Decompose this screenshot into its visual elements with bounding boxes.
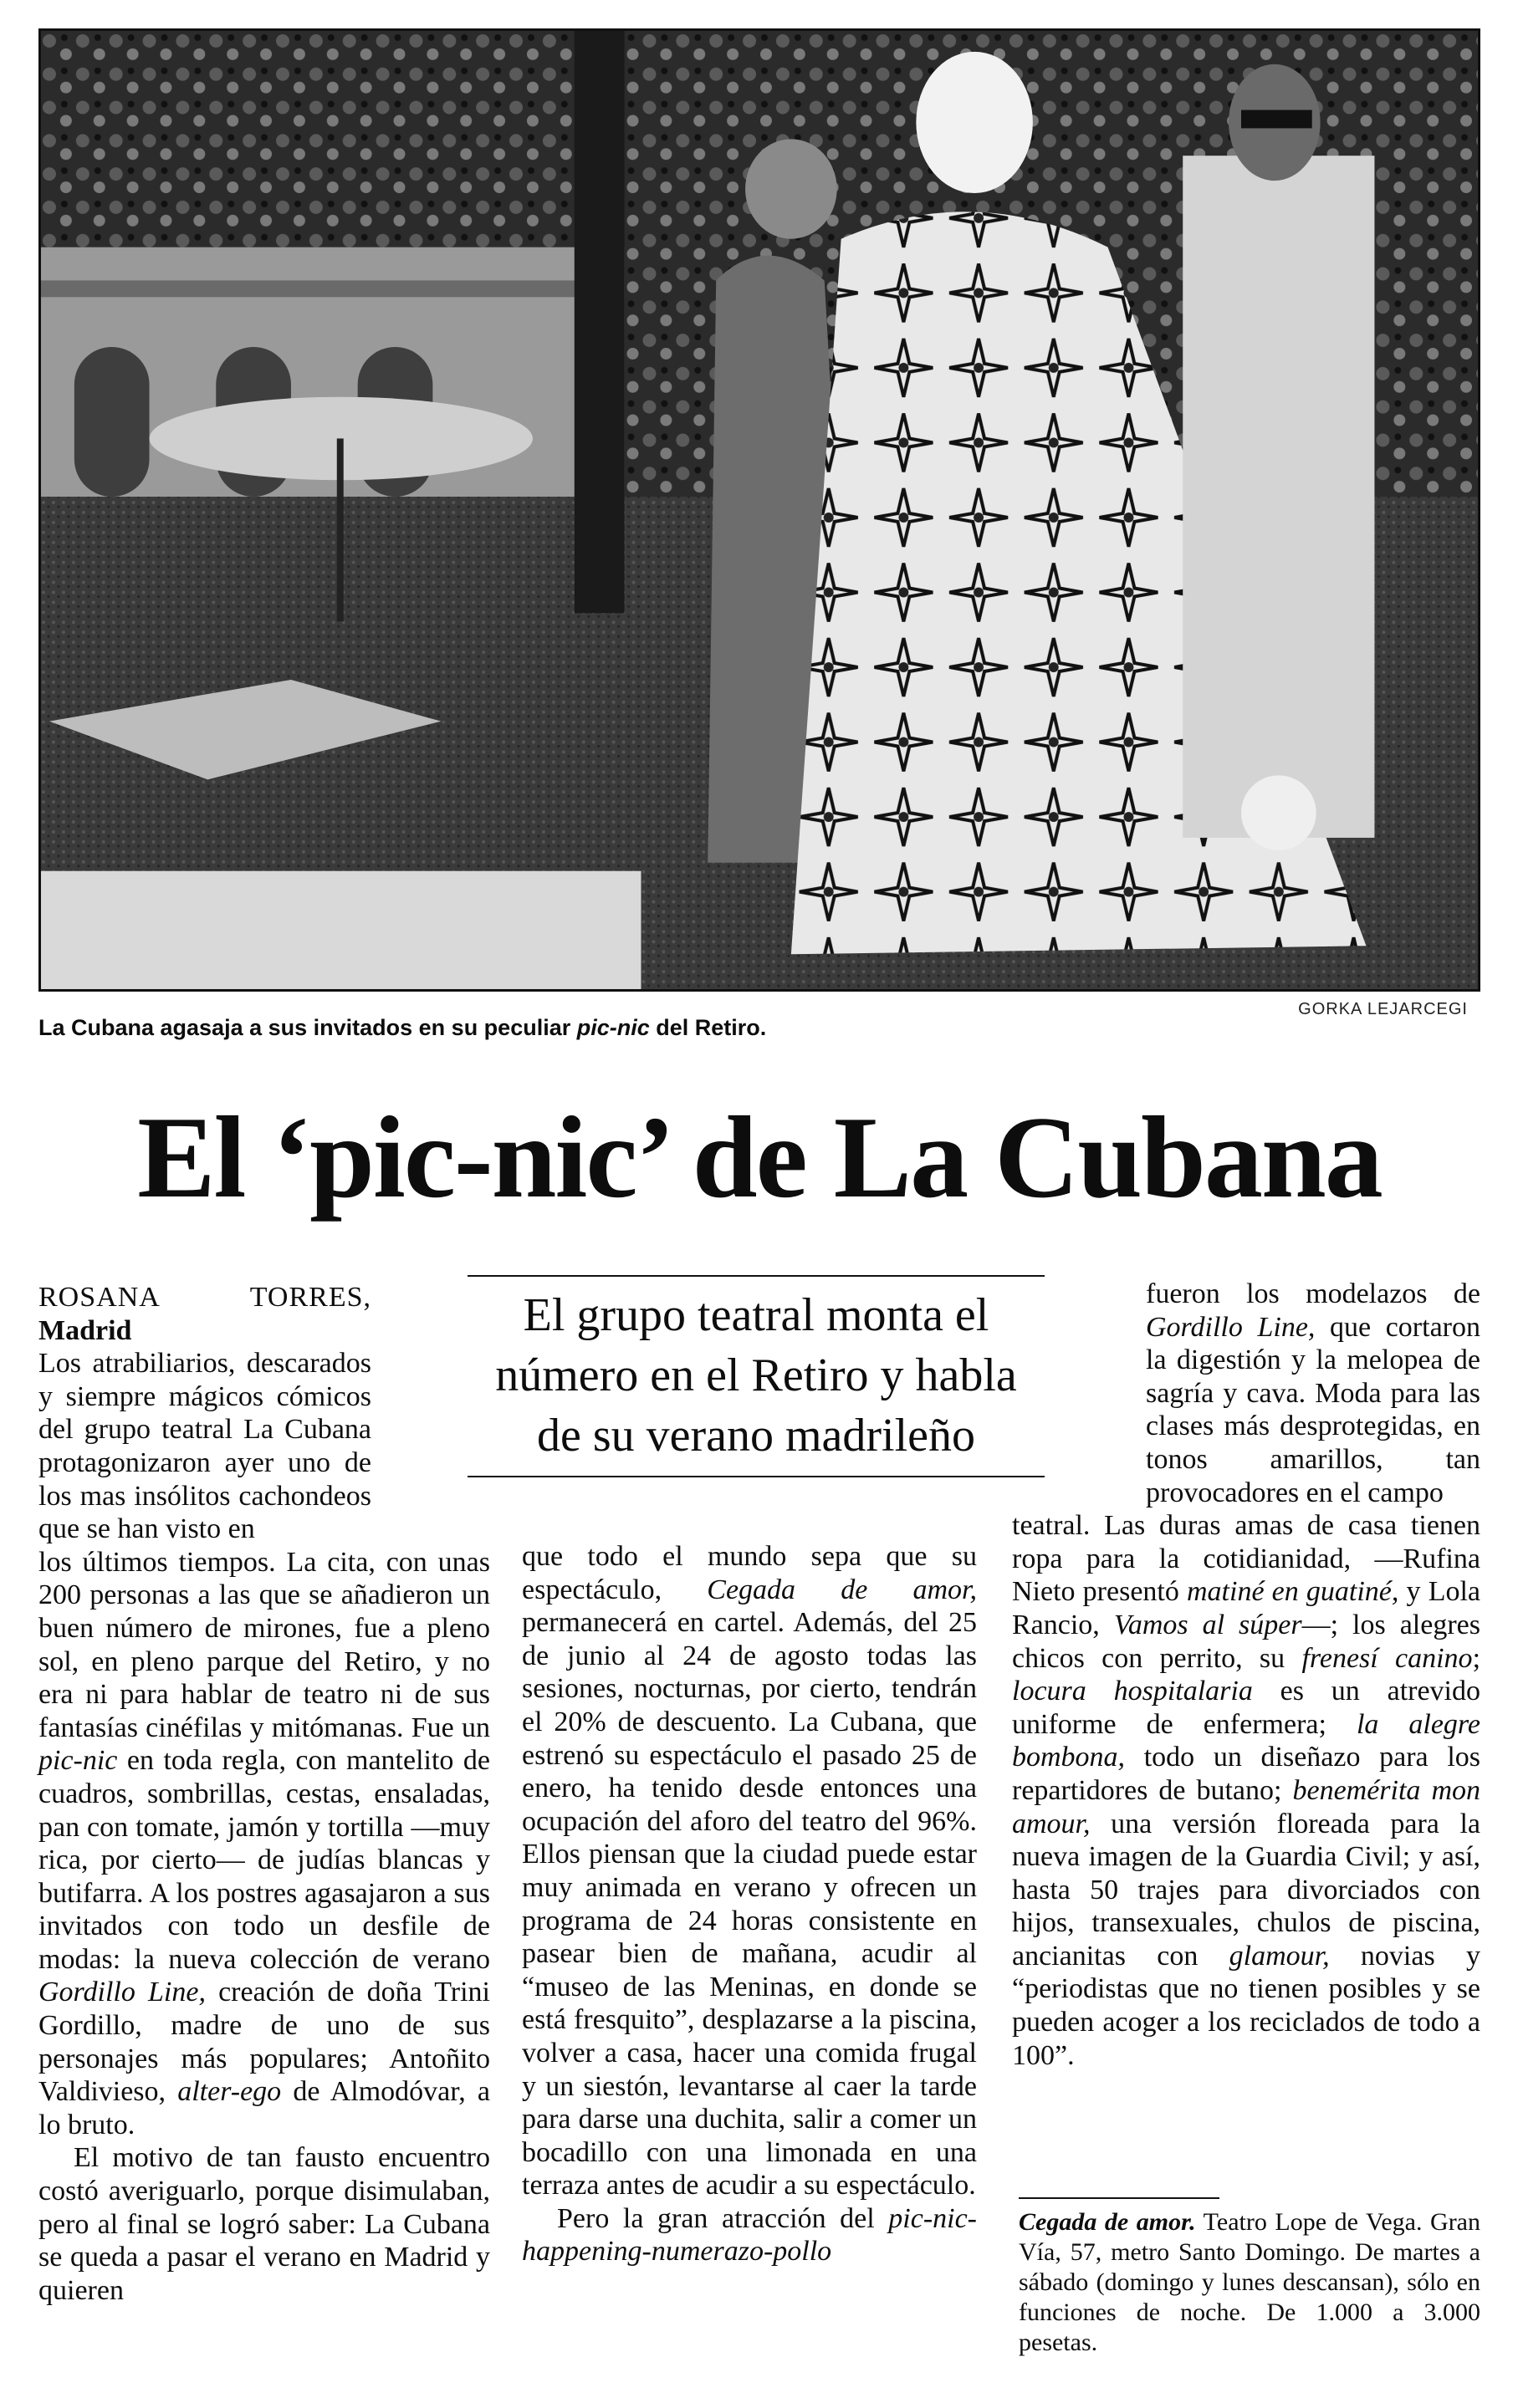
text-run: ; — [1472, 1642, 1481, 1674]
text-run: en toda regla, con mantelito de cuadros, sombrillas, cestas, ensaladas, pan con tomate, jamón y tortilla —muy rica, por cierto— de judías blancas y butifarra. A los postres agasajaron a sus invitados con todo un desfile de modas: la nueva colección de verano — [38, 1745, 490, 1975]
italic-run: glamour, — [1229, 1940, 1330, 1972]
text-run: teatral. Las duras amas de casa tienen ropa para la cotidianidad, —Rufina Nieto presentó — [1012, 1510, 1480, 1608]
italic-run: Vamos al súper — [1113, 1609, 1302, 1640]
paragraph — [38, 1546, 490, 2142]
text-run: todo un diseñazo para los repartidores de butano; — [1012, 1742, 1480, 1806]
text-run: que todo el mundo sepa que su espectáculo, — [522, 1541, 977, 1605]
text-run: novias y “periodistas que no tienen posibles y se pueden acoger a los reciclados de todo a 100”. — [1012, 1940, 1480, 2071]
italic-run: Gordillo Line, — [1146, 1311, 1316, 1343]
info-title: Cegada de amor. — [1019, 2208, 1196, 2236]
byline-author: ROSANA TORRES, — [38, 1282, 371, 1313]
paragraph — [522, 2202, 977, 2268]
caption-italic: pic-nic — [576, 1015, 650, 1040]
photo-credit: GORKA LEJARCEGI — [1298, 1000, 1468, 1018]
italic-run: la alegre bombona, — [1012, 1708, 1480, 1773]
paragraph — [1012, 1509, 1480, 2072]
article-column-2 — [522, 1540, 977, 2268]
caption-suffix: del Retiro. — [649, 1015, 767, 1040]
italic-run: benemérita mon amour, — [1012, 1774, 1480, 1839]
italic-run: Gordillo Line, — [38, 1977, 206, 2008]
photo-caption — [38, 1013, 766, 1042]
article-column-3 — [1012, 1278, 1480, 2072]
italic-run: pic-nic-happening-numerazo-pollo — [522, 2202, 977, 2268]
paragraph: El motivo de tan fausto encuentro costó averiguarlo, porque disimulaban, pero al final se logró saber: La Cubana se queda a pasar el verano en Madrid y quieren — [38, 2142, 490, 2306]
paragraph — [522, 1540, 977, 2202]
info-rule — [1019, 2197, 1219, 2199]
caption-text: La Cubana agasaja a sus invitados en su peculiar — [38, 1015, 577, 1040]
text-run: es un atrevido uniforme de enfermera; — [1012, 1676, 1480, 1740]
italic-run: alter-ego — [177, 2076, 282, 2108]
italic-run: matiné en guatiné, — [1187, 1576, 1399, 1608]
info-text: Teatro Lope de Vega. Gran Vía, 57, metro Santo Domingo. De martes a sábado (domingo y lunes descansan), sólo en funciones de noche. De 1.000 a 3.000 pesetas. — [1019, 2208, 1480, 2356]
text-run: Pero la gran atracción del — [557, 2202, 889, 2234]
italic-run: pic-nic — [38, 1745, 118, 1777]
byline-place: Madrid — [38, 1314, 132, 1346]
byline — [38, 1281, 371, 1347]
headline: El ‘pic-nic’ de La Cubana — [137, 1093, 1382, 1222]
lead-line-2: número en el Retiro y habla — [495, 1349, 1017, 1401]
info-box — [1019, 2197, 1480, 2358]
text-run: que cortaron la digestión y la melopea de sagría y cava. Moda para las clases más desprotegidas, en tonos amarillos, tan provocadores en el campo — [1146, 1311, 1480, 1508]
column-1-narrow — [38, 1281, 371, 1546]
lead-rule-bottom — [468, 1476, 1045, 1477]
text-run: creación de doña Trini Gordillo, madre de uno de sus personajes más populares; Antoñito Valdivieso, — [38, 1977, 490, 2108]
text-run: y Lola Rancio, — [1012, 1576, 1480, 1640]
text-run: fueron los modelazos de — [1146, 1278, 1480, 1309]
article-column-1 — [38, 1281, 490, 2307]
lead-quote — [447, 1275, 1066, 1477]
italic-run: locura hospitalaria — [1012, 1676, 1253, 1707]
news-photo — [38, 28, 1480, 992]
lead-line-1: El grupo teatral monta el — [523, 1289, 989, 1341]
text-run: —; los alegres chicos con perrito, su — [1012, 1609, 1480, 1674]
paragraph — [1146, 1278, 1480, 1509]
lead-rule-top — [468, 1275, 1045, 1277]
text-run: los últimos tiempos. La cita, con unas 200 personas a las que se añadieron un buen número de mirones, fue a pleno sol, en pleno parque del Retiro, y no era ni para hablar de teatro ni de sus fantasías cinéfilas y mitómanas. Fue un — [38, 1546, 490, 1743]
text-run: una versión floreada para la nueva imagen de la Guardia Civil; y así, hasta 50 trajes para divorciados con hijos, transexuales, chulos de piscina, ancianitas con — [1012, 1808, 1480, 1972]
text-run: de Almodóvar, a lo bruto. — [38, 2076, 490, 2140]
italic-run: frenesí canino — [1301, 1642, 1473, 1674]
text-run: permanecerá en cartel. Además, del 25 de junio al 24 de agosto todas las sesiones, nocturnas, por cierto, tendrán el 20% de descuento. La Cubana, que estrenó su espectáculo el pasado 25 de enero, ha tenido desde entonces una ocupación del aforo del teatro del 96%. Ellos piensan que la ciudad puede estar muy animada en verano y ofrecen un programa de 24 horas consistente en pasear bien de mañana, acudir al “museo de las Meninas, en donde se está fresquito”, desplazarse a la piscina, volver a casa, hacer una comida frugal y un siestón, levantarse al caer la tarde para darse una duchita, salir a comer un bocadillo con una limonada en una terraza antes de acudir a su espectáculo. — [522, 1607, 977, 2201]
column-3-narrow — [1146, 1278, 1480, 1509]
photo-illustration — [41, 31, 1478, 989]
lead-line-3: de su verano madrileño — [536, 1410, 976, 1462]
paragraph: Los atrabiliarios, descarados y siempre mágicos cómicos del grupo teatral La Cubana protagonizaron ayer uno de los mas insólitos cachondeos que se han visto en — [38, 1348, 371, 1545]
italic-run: Cegada de amor, — [707, 1574, 977, 1605]
